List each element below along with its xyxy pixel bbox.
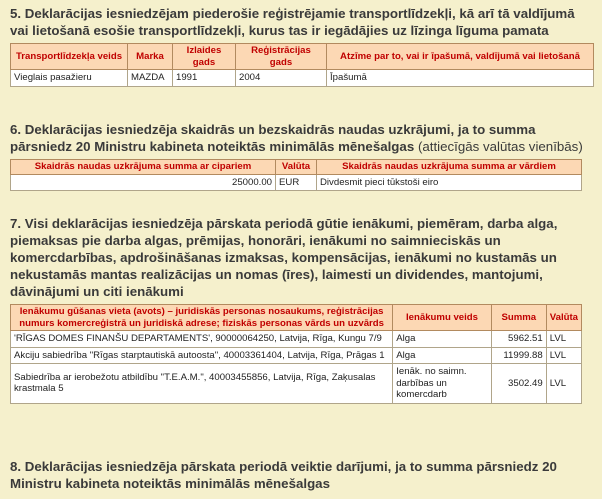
section-6-subheading: (attiecīgās valūtas vienībās) bbox=[417, 139, 583, 154]
section-6 bbox=[10, 121, 595, 191]
cell-income-source: Akciju sabiedrība "Rīgas starptautiskā autoosta", 40003361404, Latvija, Rīga, Prāgas 1 bbox=[11, 347, 393, 364]
cell-brand: MAZDA bbox=[128, 70, 173, 87]
cell-amount-words: Divdesmit pieci tūkstoši eiro bbox=[317, 174, 582, 191]
cell-ownership-note: Īpašumā bbox=[327, 70, 594, 87]
table-row bbox=[11, 364, 582, 404]
table-header-row bbox=[11, 44, 594, 70]
savings-table bbox=[10, 159, 582, 191]
cell-income-type: Ienāk. no saimn. darbības un komercdarb bbox=[393, 364, 492, 404]
cell-currency: LVL bbox=[546, 331, 581, 348]
cell-income-type: Alga bbox=[393, 331, 492, 348]
table-row bbox=[11, 174, 582, 191]
cell-currency: LVL bbox=[546, 347, 581, 364]
cell-income-source: 'RĪGAS DOMES FINANŠU DEPARTAMENTS', 90000064250, Latvija, Rīga, Kungu 7/9 bbox=[11, 331, 393, 348]
cell-amount: 5962.51 bbox=[491, 331, 546, 348]
cell-amount: 3502.49 bbox=[491, 364, 546, 404]
col-amount-digits: Skaidrās naudas uzkrājuma summa ar cipariem bbox=[11, 160, 276, 175]
col-currency: Valūta bbox=[546, 305, 581, 331]
cell-currency: LVL bbox=[546, 364, 581, 404]
col-brand: Marka bbox=[128, 44, 173, 70]
table-header-row bbox=[11, 305, 582, 331]
col-income-source: Ienākumu gūšanas vieta (avots) – juridiskās personas nosaukums, reģistrācijas numurs komercreģistrā un juridiskā adrese; fiziskās personas vārds un uzvārds bbox=[11, 305, 393, 331]
cell-amount-digits: 25000.00 bbox=[11, 174, 276, 191]
cell-income-source: Sabiedrība ar ierobežotu atbildību "T.E.A.M.", 40003455856, Latvija, Rīga, Zaķusalas krastmala 5 bbox=[11, 364, 393, 404]
table-row bbox=[11, 347, 582, 364]
col-vehicle-type: Transportlīdzekļa veids bbox=[11, 44, 128, 70]
cell-income-type: Alga bbox=[393, 347, 492, 364]
cell-currency: EUR bbox=[276, 174, 317, 191]
col-registration-year: Reģistrācijas gads bbox=[236, 44, 327, 70]
table-row bbox=[11, 331, 582, 348]
income-table bbox=[10, 304, 582, 404]
table-row bbox=[11, 70, 594, 87]
cell-amount: 11999.88 bbox=[491, 347, 546, 364]
col-ownership-note: Atzīme par to, vai ir īpašumā, valdījumā vai lietošanā bbox=[327, 44, 594, 70]
section-7 bbox=[10, 215, 595, 404]
table-header-row bbox=[11, 160, 582, 175]
cell-release-year: 1991 bbox=[173, 70, 236, 87]
section-5-heading: 5. Deklarācijas iesniedzējam piederošie reģistrējamie transportlīdzekļi, kā arī tā valdījumā vai lietošanā esošie transportlīdzekļi, kurus tas ir iegādājies uz līzinga līguma pamata bbox=[10, 6, 575, 38]
col-amount: Summa bbox=[491, 305, 546, 331]
section-7-heading: 7. Visi deklarācijas iesniedzēja pārskata periodā gūtie ienākumi, piemēram, darba alga, piemaksas pie darba algas, prēmijas, honorāri, ienākumi no saimnieciskās un komercdarbības, apdrošināšanas izmaksas, kompensācijas, ienākumi no kustamās un nekustamās mantas realizācijas un nomas (īres), laimesti un dividendes, mantojumi, dāvinājumi un citi ienākumi bbox=[10, 216, 558, 299]
section-8-heading: 8. Deklarācijas iesniedzēja pārskata periodā veiktie darījumi, ja to summa pārsniedz 20 Ministru kabineta noteiktās minimālās mēnešalgas bbox=[10, 459, 557, 491]
section-6-heading-text: 6. Deklarācijas iesniedzēja skaidrās un bezskaidrās naudas uzkrājumi, ja to summa pārsniedz 20 Ministru kabineta noteiktās minimālās mēnešalgas bbox=[10, 122, 536, 154]
cell-vehicle-type: Vieglais pasažieru bbox=[11, 70, 128, 87]
cell-registration-year: 2004 bbox=[236, 70, 327, 87]
section-5 bbox=[10, 5, 595, 87]
col-currency: Valūta bbox=[276, 160, 317, 175]
section-6-heading bbox=[10, 121, 595, 155]
col-release-year: Izlaides gads bbox=[173, 44, 236, 70]
section-8 bbox=[10, 458, 595, 492]
col-income-type: Ienākumu veids bbox=[393, 305, 492, 331]
vehicles-table bbox=[10, 43, 594, 87]
col-amount-words: Skaidrās naudas uzkrājuma summa ar vārdiem bbox=[317, 160, 582, 175]
